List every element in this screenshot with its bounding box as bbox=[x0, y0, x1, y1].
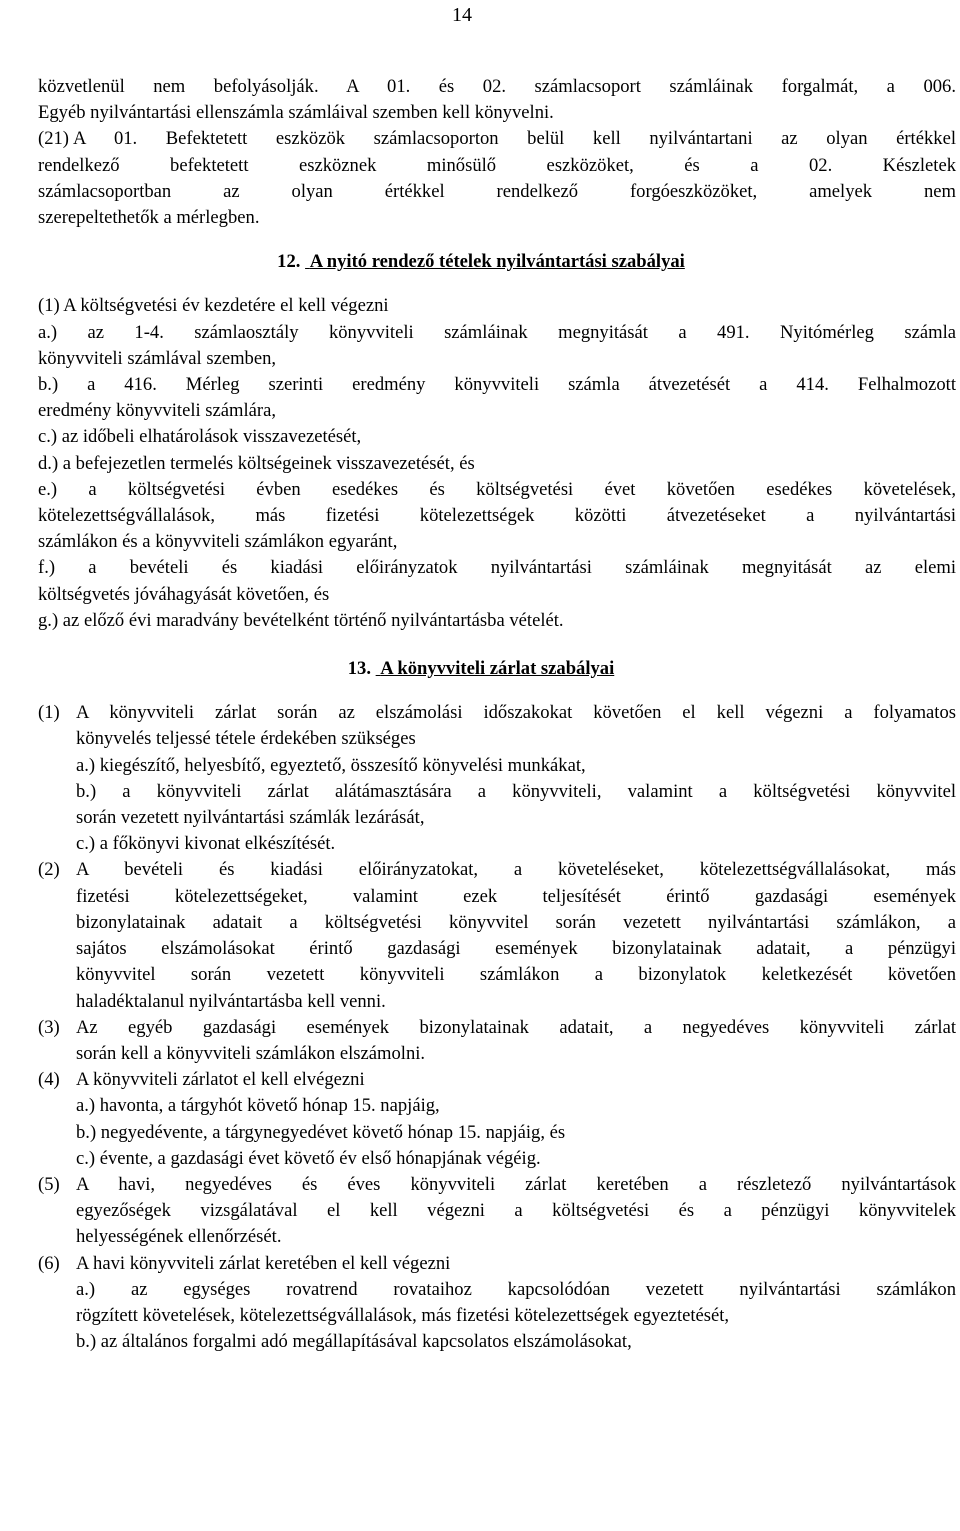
text-line: szerepeltethetők a mérlegben. bbox=[38, 207, 260, 229]
intro-paragraph bbox=[38, 74, 956, 126]
text-line: A bevételi és kiadási előirányzatokat, a követeléseket, kötelezettségvállalásokat, más bbox=[76, 859, 956, 881]
text-line: számlákon és a könyvviteli számlákon egyaránt, bbox=[38, 531, 398, 553]
paragraph-2 bbox=[38, 857, 956, 1014]
text-line: A könyvviteli zárlat során az elszámolási időszakokat követően el kell végezni a folyamatos bbox=[76, 702, 956, 724]
paragraph-5 bbox=[38, 1172, 956, 1251]
paragraph-number: (5) bbox=[38, 1173, 60, 1195]
text-line: Az egyéb gazdasági események bizonylatainak adatait, a negyedéves könyvviteli zárlat bbox=[76, 1016, 956, 1038]
paragraph-3 bbox=[38, 1015, 956, 1067]
section-heading-12 bbox=[38, 249, 924, 275]
section-number: 12. bbox=[277, 251, 301, 273]
text-line: bizonylatainak adatait a költségvetési könyvvitel során vezetett nyilvántartási számlákon, a bbox=[76, 911, 956, 933]
paragraph-1 bbox=[38, 700, 956, 857]
text-line: Egyéb nyilvántartási ellenszámla számláival szemben kell könyvelni. bbox=[38, 102, 554, 124]
paragraph-number: (3) bbox=[38, 1016, 60, 1038]
list-item: a.) havonta, a tárgyhót követő hónap 15. napjáig, bbox=[76, 1095, 440, 1117]
text-line: A könyvviteli zárlatot el kell elvégezni bbox=[76, 1069, 365, 1091]
page-number: 14 bbox=[452, 4, 472, 26]
text-line: számlacsoportban az olyan értékkel rendelkező forgóeszközöket, amelyek nem bbox=[38, 180, 956, 202]
paragraph-number: (21) bbox=[38, 128, 69, 150]
list-item: c.) évente, a gazdasági évet követő év első hónapjának végéig. bbox=[76, 1147, 541, 1169]
list-item: b.) negyedévente, a tárgynegyedévet követő hónap 15. napjáig, és bbox=[76, 1121, 566, 1143]
list-item: a.) kiegészítő, helyesbítő, egyeztető, összesítő könyvelési munkákat, bbox=[76, 754, 586, 776]
text-line: A 01. Befektetett eszközök számlacsoporton belül kell nyilvántartani az olyan értékkel bbox=[73, 128, 956, 150]
text-line: során kell a könyvviteli számlákon elszámolni. bbox=[76, 1042, 426, 1064]
text-line: eredmény könyvviteli számlára, bbox=[38, 400, 277, 422]
text-line: rögzített követelések, kötelezettségvállalások, más fizetési kötelezettségek egyeztetését, bbox=[76, 1304, 730, 1326]
text-line: során vezetett nyilvántartási számlák lezárását, bbox=[76, 807, 425, 829]
text-line: költségvetés jóváhagyását követően, és bbox=[38, 583, 330, 605]
text-line: könyvvitel során vezetett könyvviteli számlákon a bizonylatok keletkezését követően bbox=[76, 964, 956, 986]
paragraph-6 bbox=[38, 1251, 956, 1356]
text-line: A havi, negyedéves és éves könyvviteli zárlat keretében a részletező nyilvántartások bbox=[76, 1173, 956, 1195]
paragraph-number: (6) bbox=[38, 1252, 60, 1274]
section-title: A könyvviteli zárlat szabályai bbox=[380, 658, 615, 680]
section-12-body bbox=[38, 293, 956, 634]
text-line: könyvelés teljessé tétele érdekében szükséges bbox=[76, 728, 416, 750]
text-line: egyezőségek vizsgálatával el kell végezni a költségvetési és a pénzügyi könyvvitelek bbox=[76, 1200, 956, 1222]
text-line: rendelkező befektetett eszköznek minősülő eszközöket, és a 02. Készletek bbox=[38, 154, 956, 176]
list-item: c.) az időbeli elhatárolások visszavezetését, bbox=[38, 426, 362, 448]
list-item: d.) a befejezetlen termelés költségeinek visszavezetését, és bbox=[38, 452, 475, 474]
list-item: b.) a 416. Mérleg szerinti eredmény könyvviteli számla átvezetését a 414. Felhalmozott bbox=[38, 374, 956, 396]
paragraph-21 bbox=[38, 126, 956, 152]
text-line: (1) A költségvetési év kezdetére el kell végezni bbox=[38, 295, 389, 317]
list-item: b.) az általános forgalmi adó megállapításával kapcsolatos elszámolásokat, bbox=[76, 1331, 632, 1353]
paragraph-4 bbox=[38, 1067, 956, 1172]
section-13-body bbox=[38, 700, 956, 1355]
paragraph-number: (4) bbox=[38, 1069, 60, 1091]
text-line: fizetési kötelezettségeket, valamint ezek teljesítését érintő gazdasági események bbox=[76, 885, 956, 907]
document-body bbox=[38, 74, 956, 1355]
section-number: 13. bbox=[347, 658, 371, 680]
list-item: g.) az előző évi maradvány bevételként történő nyilvántartásba vételét. bbox=[38, 609, 564, 631]
text-line: A havi könyvviteli zárlat keretében el kell végezni bbox=[76, 1252, 451, 1274]
list-item: b.) a könyvviteli zárlat alátámasztására a könyvviteli, valamint a költségvetési könyvvitel bbox=[76, 780, 956, 802]
section-title: A nyitó rendező tételek nyilvántartási szabályai bbox=[309, 251, 685, 273]
paragraph-number: (1) bbox=[38, 702, 60, 724]
paragraph-number: (2) bbox=[38, 859, 60, 881]
list-item: a.) az 1-4. számlaosztály könyvviteli számláinak megnyitását a 491. Nyitómérleg számla bbox=[38, 321, 956, 343]
text-line: helyességének ellenőrzését. bbox=[76, 1226, 282, 1248]
text-line: könyvviteli számlával szemben, bbox=[38, 347, 277, 369]
list-item: f.) a bevételi és kiadási előirányzatok nyilvántartási számláinak megnyitását az elemi bbox=[38, 557, 956, 579]
text-line: sajátos elszámolásokat érintő gazdasági események bizonylatainak adatait, a pénzügyi bbox=[76, 938, 956, 960]
list-item: a.) az egységes rovatrend rovataihoz kapcsolódóan vezetett nyilvántartási számlákon bbox=[76, 1278, 956, 1300]
text-line: kötelezettségvállalások, más fizetési kötelezettségek közötti átvezetéseket a nyilvántartási bbox=[38, 505, 956, 527]
list-item: c.) a főkönyvi kivonat elkészítését. bbox=[76, 833, 336, 855]
text-line: közvetlenül nem befolyásolják. A 01. és 02. számlacsoport számláinak forgalmát, a 006. bbox=[38, 76, 956, 97]
text-line: haladéktalanul nyilvántartásba kell venni. bbox=[76, 990, 386, 1012]
list-item: e.) a költségvetési évben esedékes és költségvetési évet követően esedékes követelések, bbox=[38, 478, 956, 500]
section-heading-13 bbox=[38, 656, 924, 682]
